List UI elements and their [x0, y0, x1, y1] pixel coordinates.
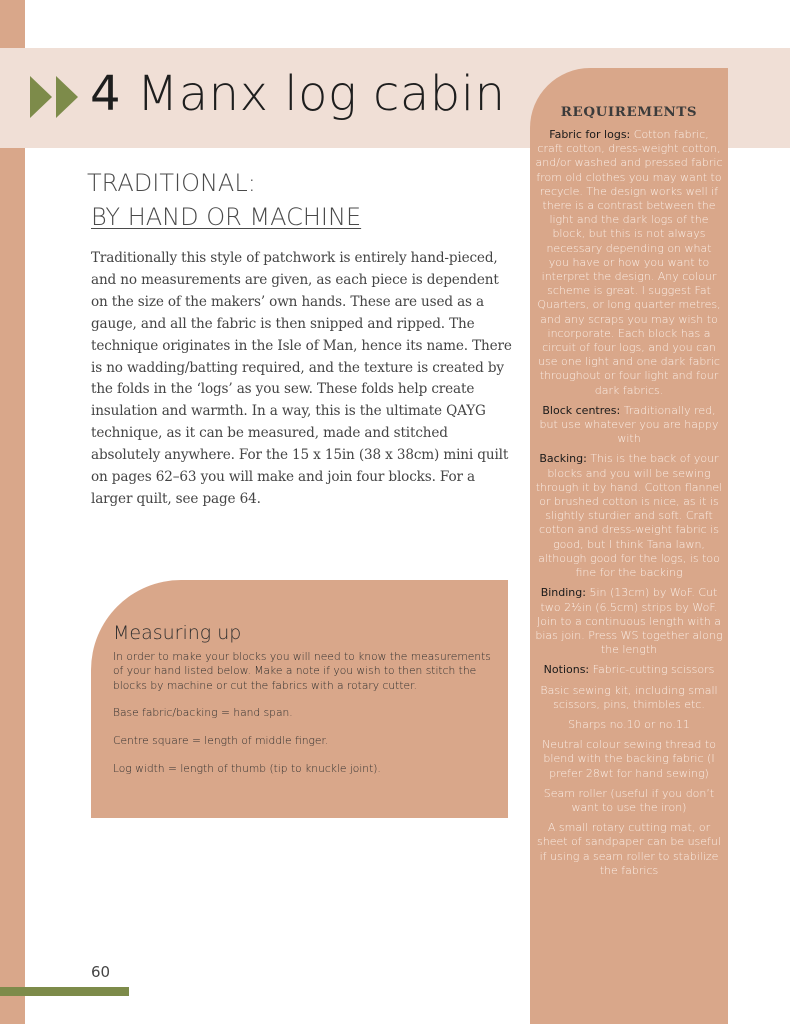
section-heading: [87, 166, 361, 234]
section-heading-line1: TRADITIONAL:: [87, 169, 256, 197]
requirement-text: Traditionally red, but use whatever you are happy with: [539, 403, 719, 446]
intro-paragraph: Traditionally this style of patchwork is entirely hand-pieced, and no measurements are given, as each piece is dependent on the size of the makers’ own hands. These are used as a gauge, and all the fabric is then snipped and ripped. The technique originates in the Isle of Man, hence its name. There is no wadding/batting required, and the texture is created by the folds in the ‘logs’ as you sew. These folds help create insulation and warmth. In a way, this is the ultimate QAYG technique, as it can be measured, made and stitched absolutely anywhere. For the 15 x 15in (38 x 38cm) mini quilt on pages 62–63 you will make and join four blocks. For a larger quilt, see page 64.: [91, 250, 512, 507]
requirement-label: Notions:: [543, 663, 590, 677]
notion-item: Sharps no.10 or no.11: [568, 717, 690, 731]
requirement-text: This is the back of your blocks and you will be sewing through it by hand. Cotton flannel or brushed cotton is nice, as it is slightly sturdier and soft. Craft cotton and dress-weight fabric is good, but I think Tana lawn, although good for the logs, is too fine for the backing: [535, 452, 723, 580]
measurement-line: Log width = length of thumb (tip to knuckle joint).: [113, 762, 381, 775]
requirement-item: [535, 404, 723, 447]
page-title: [90, 62, 506, 126]
measuring-up-intro: In order to make your blocks you will need to know the measurements of your hand listed below. Make a note if you wish to then stitch the blocks by machine or cut the fabrics with a rotary cutter.: [113, 650, 491, 692]
requirement-label: Backing:: [539, 452, 587, 466]
notion-item: Seam roller (useful if you don’t want to use the iron): [543, 786, 715, 814]
section-heading-line2: BY HAND OR MACHINE: [91, 203, 362, 231]
requirement-item: [535, 128, 723, 398]
measurement-line: Base fabric/backing = hand span.: [113, 706, 293, 719]
double-arrow-icon: [30, 76, 78, 118]
page-number: 60: [91, 963, 111, 981]
left-margin-stripe: [0, 0, 25, 1024]
requirement-text: 5in (13cm) by WoF. Cut two 2½in (6.5cm) strips by WoF. Join to a continuous length with a bias join. Press WS together along the length: [535, 586, 723, 657]
requirement-label: Binding:: [540, 586, 586, 600]
requirement-text: Cotton fabric, craft cotton, dress-weight cotton, and/or washed and pressed fabric from old clothes you may want to recycle. The design works well if there is a contrast between the light and the dark logs of the block, but this is not always necessary depending on what you have or how you want to interpret the design. Any colour scheme is great. I suggest Fat Quarters, or long quarter metres, and any scraps you may wish to incorporate. Each block has a circuit of four logs, and you can use one light and one dark fabric throughout or four light and four dark fabrics.: [535, 128, 723, 397]
requirement-item: [535, 452, 723, 580]
requirements-heading: REQUIREMENTS: [560, 104, 698, 120]
requirement-label: Fabric for logs:: [549, 128, 631, 141]
requirements-panel: [530, 68, 728, 1024]
requirement-label: Block centres:: [542, 403, 621, 417]
requirements-list: [530, 128, 728, 878]
footer-accent-bar: [0, 987, 129, 996]
chapter-title: Manx log cabin: [136, 66, 506, 122]
requirement-item: [535, 663, 723, 677]
measurement-line: Centre square = length of middle finger.: [113, 734, 329, 747]
measuring-up-title: Measuring up: [113, 622, 242, 644]
notion-item: Neutral colour sewing thread to blend with the backing fabric (I prefer 28wt for hand sewing): [542, 738, 716, 780]
requirement-item: [535, 586, 723, 657]
notion-item: Basic sewing kit, including small scissors, pins, thimbles etc.: [540, 683, 718, 711]
measuring-up-box: [91, 580, 508, 818]
notion-item: A small rotary cutting mat, or sheet of sandpaper can be useful if using a seam roller to stabilize the fabrics: [537, 821, 721, 877]
chapter-number: 4: [90, 66, 122, 122]
requirement-text: Fabric-cutting scissors: [592, 663, 715, 677]
